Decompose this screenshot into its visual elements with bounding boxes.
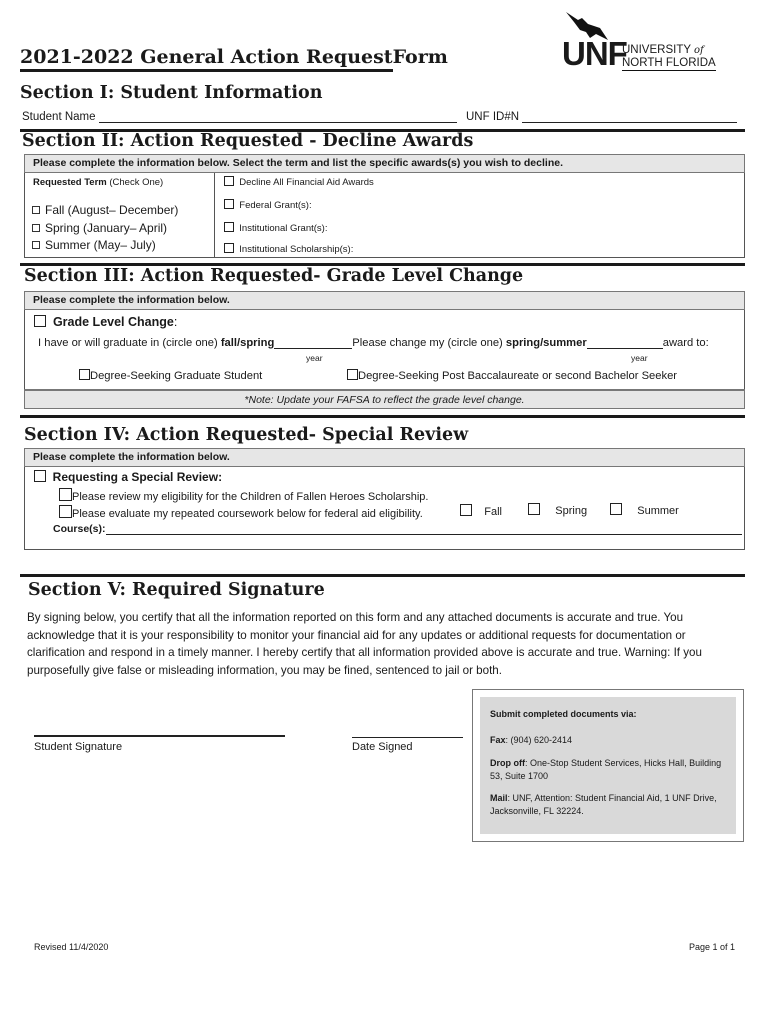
term-spring-checkbox[interactable] — [32, 224, 40, 232]
federal-grant-checkbox[interactable] — [224, 199, 234, 209]
page-number: Page 1 of 1 — [689, 942, 736, 952]
form-title: 2021-2022 General Action RequestForm — [20, 46, 448, 68]
decline-all-checkbox[interactable] — [224, 176, 234, 186]
term-list — [32, 202, 178, 255]
award-federal-grant[interactable]: Federal Grant(s): — [224, 199, 312, 211]
section1-heading: Section I: Student Information — [20, 83, 323, 103]
logo-unf-text: UNF — [562, 35, 627, 72]
revised-date: Revised 11/4/2020 — [34, 942, 109, 952]
institutional-grant-checkbox[interactable] — [224, 222, 234, 232]
section4-instruction: Please complete the information below. — [24, 448, 745, 467]
unf-id-field[interactable] — [466, 111, 737, 123]
logo-of: of — [694, 45, 704, 56]
graduate-year-caption: year — [306, 353, 323, 363]
award-institutional-grant[interactable]: Institutional Grant(s): — [224, 222, 327, 234]
student-name-line[interactable] — [99, 111, 457, 123]
section5-rule — [20, 574, 745, 577]
repeated-coursework-checkbox[interactable] — [59, 505, 72, 518]
repeated-coursework-option[interactable]: Please evaluate my repeated coursework below for federal aid eligibility. — [59, 505, 423, 520]
section2-instruction: Please complete the information below. Select the term and list the specific awards(s) you wish to decline. — [24, 154, 745, 173]
graduation-sentence: I have or will graduate in (circle one) fall/spring Please change my (circle one) spring/summer award to: — [38, 337, 709, 349]
date-signed-label: Date Signed — [352, 741, 413, 753]
section4-heading: Section IV: Action Requested- Special Review — [24, 425, 469, 445]
special-review-option[interactable]: Requesting a Special Review: — [34, 470, 222, 484]
unf-id-line[interactable] — [522, 111, 737, 123]
review-summer-checkbox[interactable] — [610, 503, 622, 515]
section5-heading: Section V: Required Signature — [28, 580, 325, 600]
grad-student-checkbox[interactable] — [79, 369, 90, 380]
submit-fax: Fax: (904) 620-2414 — [490, 735, 573, 745]
submit-mail: Mail: UNF, Attention: Student Financial Aid, 1 UNF Drive, Jacksonville, FL 32224. — [490, 793, 717, 816]
grade-level-change-checkbox[interactable] — [34, 315, 46, 327]
unf-id-label: UNF ID#N — [466, 111, 520, 123]
post-bacc-option[interactable]: Degree-Seeking Post Baccalaureate or second Bachelor Seeker — [347, 369, 677, 382]
submit-heading: Submit completed documents via: — [490, 709, 637, 719]
review-fall-checkbox[interactable] — [460, 504, 472, 516]
course-line[interactable] — [106, 523, 742, 535]
logo-line1: UNIVERSITY — [622, 44, 691, 56]
term-spring[interactable]: Spring (January– April) — [32, 220, 178, 238]
term-summer-option[interactable]: Summer — [610, 503, 679, 517]
student-name-field[interactable] — [22, 111, 457, 123]
student-name-label: Student Name — [22, 111, 96, 123]
submit-box — [472, 689, 744, 842]
student-signature-label: Student Signature — [34, 741, 123, 753]
award-decline-all[interactable]: Decline All Financial Aid Awards — [224, 176, 374, 188]
section4-rule — [20, 415, 745, 418]
graduate-year-line[interactable] — [274, 337, 352, 349]
institutional-scholarship-checkbox[interactable] — [224, 243, 234, 253]
grade-level-change-option[interactable]: Grade Level Change: — [34, 315, 177, 329]
term-spring-option[interactable]: Spring — [528, 503, 587, 517]
special-review-checkbox[interactable] — [34, 470, 46, 482]
section2-heading: Section II: Action Requested - Decline Awards — [22, 131, 474, 151]
submit-dropoff: Drop off: One-Stop Student Services, Hicks Hall, Building 53, Suite 1700 — [490, 758, 722, 781]
post-bacc-checkbox[interactable] — [347, 369, 358, 380]
date-signed-line[interactable] — [352, 737, 463, 738]
requested-term-label: Requested Term (Check One) — [33, 177, 164, 188]
award-year-line[interactable] — [587, 337, 663, 349]
logo-university — [622, 44, 704, 57]
term-fall-option[interactable]: Fall — [460, 504, 502, 518]
title-rule — [20, 69, 393, 72]
certification-paragraph: By signing below, you certify that all the information reported on this form and any attached documents is accurate and true. You acknowledge that it is your responsibility to monitor your financial aid for any updates or additional requests for documentation or clarification and respond in a timely manner. I hereby certify that all information provided above is accurate and true. Warning: If you purposefully give false or misleading information, you may be fined, sentenced to jail or both. — [27, 611, 702, 677]
section3-heading: Section III: Action Requested- Grade Level Change — [24, 266, 524, 286]
term-fall-checkbox[interactable] — [32, 206, 40, 214]
unf-logo — [560, 10, 750, 74]
fafsa-note: *Note: Update your FAFSA to reflect the grade level change. — [24, 390, 745, 409]
award-year-caption: year — [631, 353, 648, 363]
section3-instruction: Please complete the information below. — [24, 291, 745, 310]
term-fall[interactable]: Fall (August– December) — [32, 202, 178, 220]
grad-student-option[interactable]: Degree-Seeking Graduate Student — [79, 369, 262, 382]
fallen-heroes-option[interactable]: Please review my eligibility for the Children of Fallen Heroes Scholarship. — [59, 488, 428, 503]
section2-divider — [214, 173, 215, 258]
award-institutional-scholarship[interactable]: Institutional Scholarship(s): — [224, 243, 353, 255]
term-summer[interactable]: Summer (May– July) — [32, 237, 178, 255]
review-spring-checkbox[interactable] — [528, 503, 540, 515]
course-label: Course(s): — [53, 523, 106, 535]
student-signature-line[interactable] — [34, 735, 285, 737]
logo-line2: NORTH FLORIDA — [622, 57, 716, 69]
fallen-heroes-checkbox[interactable] — [59, 488, 72, 501]
course-field[interactable] — [53, 523, 742, 535]
term-summer-checkbox[interactable] — [32, 241, 40, 249]
